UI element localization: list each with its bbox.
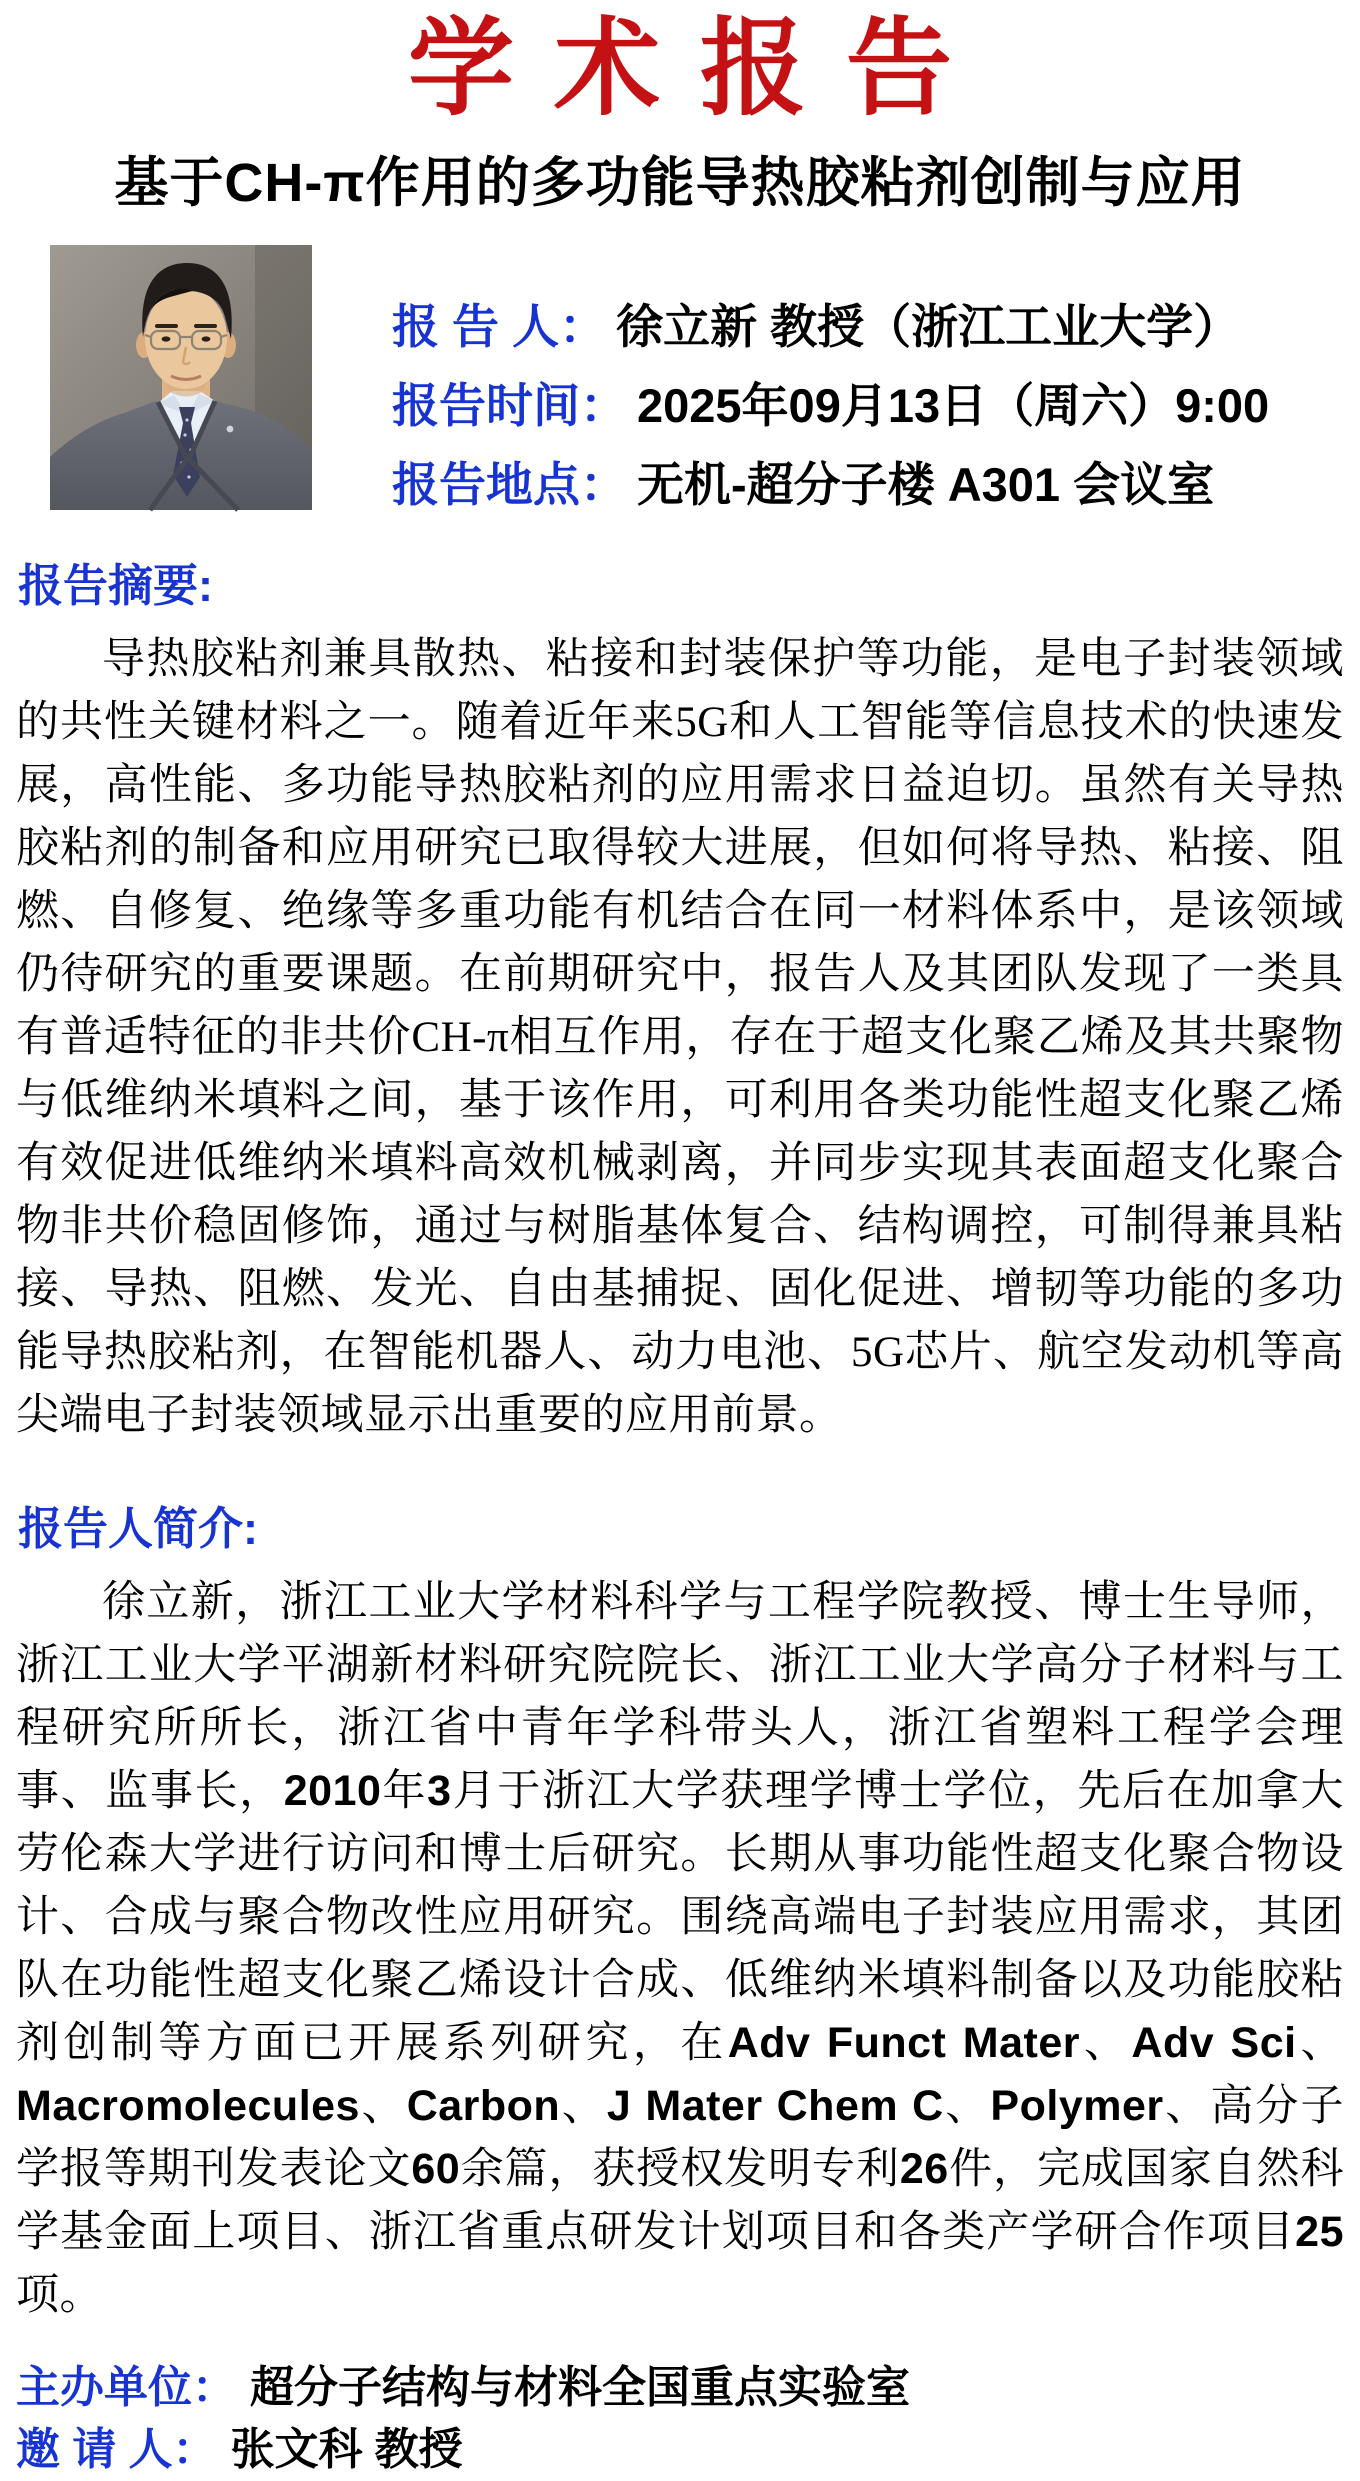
page-title: 学术报告 <box>408 11 992 128</box>
speaker-photo <box>50 245 312 510</box>
abstract-paragraph: 导热胶粘剂兼具散热、粘接和封装保护等功能，是电子封装领域的共性关键材料之一。随着近年来5G和人工智能等信息技术的快速发展，高性能、多功能导热胶粘剂的应用需求日益迫切。虽然有关导热胶粘剂的制备和应用研究已取得较大进展，但如何将导热、粘接、阻燃、自修复、绝缘等多重功能有机结合在同一材料体系中，是该领域仍待研究的重要课题。在前期研究中，报告人及其团队发现了一类具有普适特征的非共价CH-π相互作用，存在于超支化聚乙烯及其共聚物与低维纳米填料之间，基于该作用，可利用各类功能性超支化聚乙烯有效促进低维纳米填料高效机械剥离，并同步实现其表面超支化聚合物非共价稳固修饰，通过与树脂基体复合、结构调控，可制得兼具粘接、导热、阻燃、发光、自由基捕捉、固化促进、增韧等功能的多功能导热胶粘剂，在智能机器人、动力电池、5G芯片、航空发动机等高尖端电子封装领域显示出重要的应用前景。 <box>16 636 1344 1439</box>
speaker-header-row <box>0 245 1360 510</box>
speaker-label: 报 告 人： <box>392 300 607 353</box>
abstract-heading: 报告摘要: <box>18 560 213 611</box>
bio-paragraph: 徐立新，浙江工业大学材料科学与工程学院教授、博士生导师，浙江工业大学平湖新材料研究院院长、浙江工业大学高分子材料与工程研究所所长，浙江省中青年学科带头人，浙江省塑料工程学会理事、监事长，2010年3月于浙江大学获理学博士学位，先后在加拿大劳伦森大学进行访问和博士后研究。长期从事功能性超支化聚合物设计、合成与聚合物改性应用研究。围绕高端电子封装应用需求，其团队在功能性超支化聚乙烯设计合成、低维纳米填料制备以及功能胶粘剂创制等方面已开展系列研究，在Adv Funct Mater、Adv Sci、Macromolecules、Carbon、J Mater Chem C、Polymer、高分子学报等期刊发表论文60余篇，获授权发明专利26件，完成国家自然科学基金面上项目、浙江省重点研发计划项目和各类产学研合作项目25项。 <box>16 1579 1345 2319</box>
location-label: 报告地点： <box>392 458 627 511</box>
inviter-value: 张文科 教授 <box>230 2425 463 2474</box>
info-row-location <box>392 445 1269 524</box>
time-label: 报告时间： <box>392 379 627 432</box>
location-value: 无机-超分子楼 A301 会议室 <box>637 458 1215 511</box>
time-value: 2025年09月13日（周六）9:00 <box>637 379 1270 432</box>
info-row-speaker <box>392 287 1269 366</box>
inviter-row <box>16 2419 1360 2481</box>
inviter-label: 邀 请 人： <box>16 2425 217 2474</box>
lecture-title: 基于CH-π作用的多功能导热胶粘剂创制与应用 <box>114 153 1246 213</box>
host-row <box>16 2357 1360 2419</box>
footer <box>16 2357 1360 2481</box>
host-label: 主办单位： <box>16 2363 236 2412</box>
info-panel <box>392 245 1269 524</box>
speaker-portrait-graphic <box>50 245 312 510</box>
host-value: 超分子结构与材料全国重点实验室 <box>250 2363 910 2412</box>
speaker-value: 徐立新 教授（浙江工业大学） <box>616 300 1241 353</box>
info-row-time <box>392 366 1269 445</box>
bio-heading: 报告人简介: <box>18 1503 258 1554</box>
